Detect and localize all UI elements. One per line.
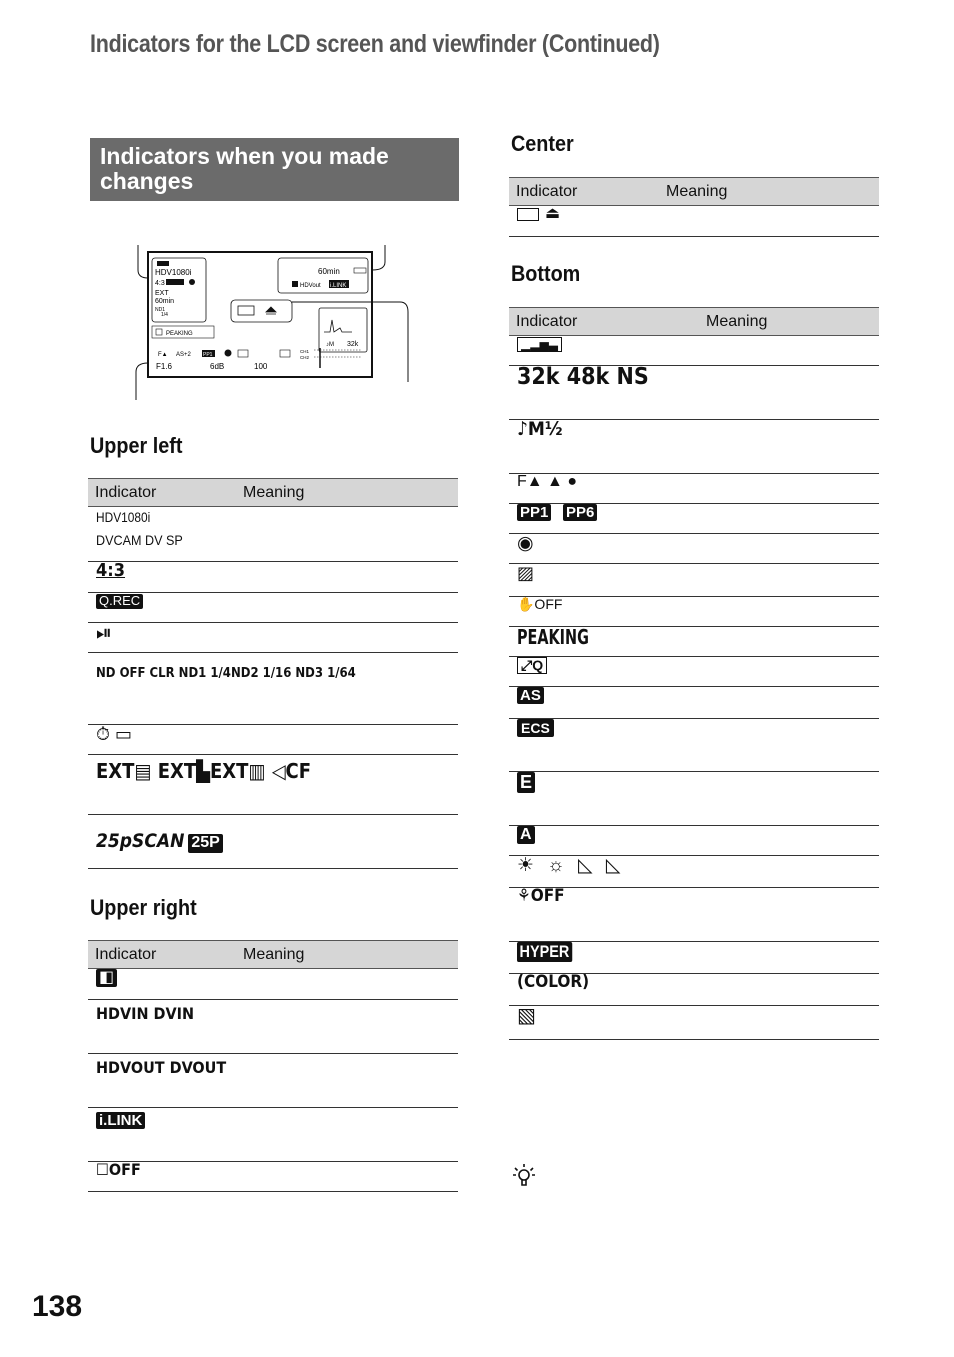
diagram-gain: 6dB <box>210 362 225 371</box>
page-number: 138 <box>32 1290 83 1323</box>
col-meaning: Meaning <box>699 308 879 336</box>
lcd-diagram <box>130 240 420 410</box>
indicator-ecs: ECS <box>517 719 554 737</box>
indicator-hdv-out: HDVOUT DVOUT <box>96 1058 227 1077</box>
col-indicator: Indicator <box>88 479 236 507</box>
upper-right-heading: Upper right <box>90 895 197 920</box>
diagram-ilink: i.LINK <box>330 283 347 289</box>
indicator-audio-mix: ♪M½ <box>517 418 563 440</box>
indicator-25p-scan: 25pSCAN <box>96 830 185 853</box>
upper-left-table <box>88 478 458 869</box>
indicator-ext-1: EXT▤ EXT▙ <box>96 759 210 783</box>
diagram-ratio: 4:3 <box>155 280 165 287</box>
diagram-as: AS+2 <box>176 352 191 358</box>
svg-text:♪M: ♪M <box>326 342 334 348</box>
diagram-32k: 32k <box>347 341 359 348</box>
indicator-rec-timer: ⏱ ▭ <box>96 724 133 744</box>
col-meaning: Meaning <box>659 178 879 206</box>
diagram-ur-remaining: 60min <box>318 267 340 276</box>
indicator-qrec: Q.REC <box>96 594 143 609</box>
indicator-4-3: 4:3 <box>96 560 126 581</box>
indicator-shutter-mode: ▧ <box>517 1005 536 1027</box>
indicator-as: AS <box>517 687 544 704</box>
indicator-peaking: PEAKING <box>517 625 589 649</box>
indicator-ilink: i.LINK <box>96 1112 145 1129</box>
col-meaning: Meaning <box>236 941 458 969</box>
indicator-ext-2: EXT▥ ◁CF <box>210 759 312 783</box>
indicator-25p: 25P <box>188 834 222 852</box>
diagram-nd-sub: 1/4 <box>161 312 168 318</box>
tip-icon <box>512 1162 536 1188</box>
col-indicator: Indicator <box>88 941 236 969</box>
diagram-nd: ND1 <box>155 307 166 313</box>
page-title: Indicators for the LCD screen and viewfinder (Continued) <box>90 30 660 58</box>
indicator-nd-filter-1: ND OFF CLR ND1 1/4 <box>96 666 231 681</box>
indicator-lcd-off: ☐OFF <box>96 1160 141 1179</box>
indicator-hyper: HYPER <box>517 942 572 962</box>
diagram-ext: EXT <box>155 290 169 297</box>
col-indicator: Indicator <box>509 178 659 206</box>
diagram-shutter: 100 <box>254 362 268 371</box>
center-heading: Center <box>511 131 574 156</box>
diagram-remaining: 60min <box>155 298 175 305</box>
indicator-zebra-off: ⚘OFF <box>517 886 565 906</box>
indicator-histogram: ▁▂▅▃ <box>517 337 562 352</box>
diagram-pp: PP1 <box>203 352 213 358</box>
indicator-hdv1080i: HDV1080i <box>96 509 151 525</box>
diagram-ch1: CH1 <box>300 349 310 354</box>
indicator-white-balance: ☀ ☼ ◺ ◺ <box>517 855 625 876</box>
indicator-backlight: ▨ <box>517 563 535 583</box>
center-table <box>509 177 879 237</box>
upper-left-heading: Upper left <box>90 433 183 458</box>
bottom-heading: Bottom <box>511 261 581 286</box>
indicator-end-search: ◧ <box>96 969 117 987</box>
indicator-hdv-in: HDVIN DVIN <box>96 1004 195 1023</box>
upper-right-table <box>88 940 458 1192</box>
indicator-auto: A <box>517 826 535 844</box>
indicator-pp6: PP6 <box>563 504 597 521</box>
indicator-pp1: PP1 <box>517 504 551 521</box>
indicator-record-review: ⏯ <box>96 622 112 644</box>
indicator-eject: ⏏ <box>545 205 561 222</box>
diagram-peaking: PEAKING <box>166 331 193 337</box>
col-indicator: Indicator <box>509 308 699 336</box>
indicator-steadyshot-off: ✋OFF <box>517 596 563 612</box>
indicator-audio-mode: 32k 48k NS <box>517 364 649 390</box>
indicator-color: (COLOR) <box>517 972 590 992</box>
cassette-icon <box>517 208 539 221</box>
svg-text:F▲: F▲ <box>158 352 168 358</box>
indicator-expanded-focus: ⤢Q <box>517 657 547 674</box>
diagram-hdvout: HDVout <box>300 283 321 289</box>
col-meaning: Meaning <box>236 479 458 507</box>
indicator-dvcam: DVCAM DV SP <box>96 532 183 548</box>
diagram-ch2: CH2 <box>300 355 310 360</box>
section-banner: Indicators when you made changes <box>90 138 459 201</box>
diagram-fnum: F1.6 <box>156 362 173 371</box>
diagram-format: HDV1080i <box>155 268 192 277</box>
indicator-skintone: ◉ <box>517 533 534 554</box>
indicator-nd-filter-2: ND2 1/16 ND3 1/64 <box>230 666 356 681</box>
indicator-focus: F▲ ▲ ● <box>517 473 577 490</box>
bottom-table <box>509 307 879 1040</box>
indicator-ae-shift: E <box>517 772 535 793</box>
